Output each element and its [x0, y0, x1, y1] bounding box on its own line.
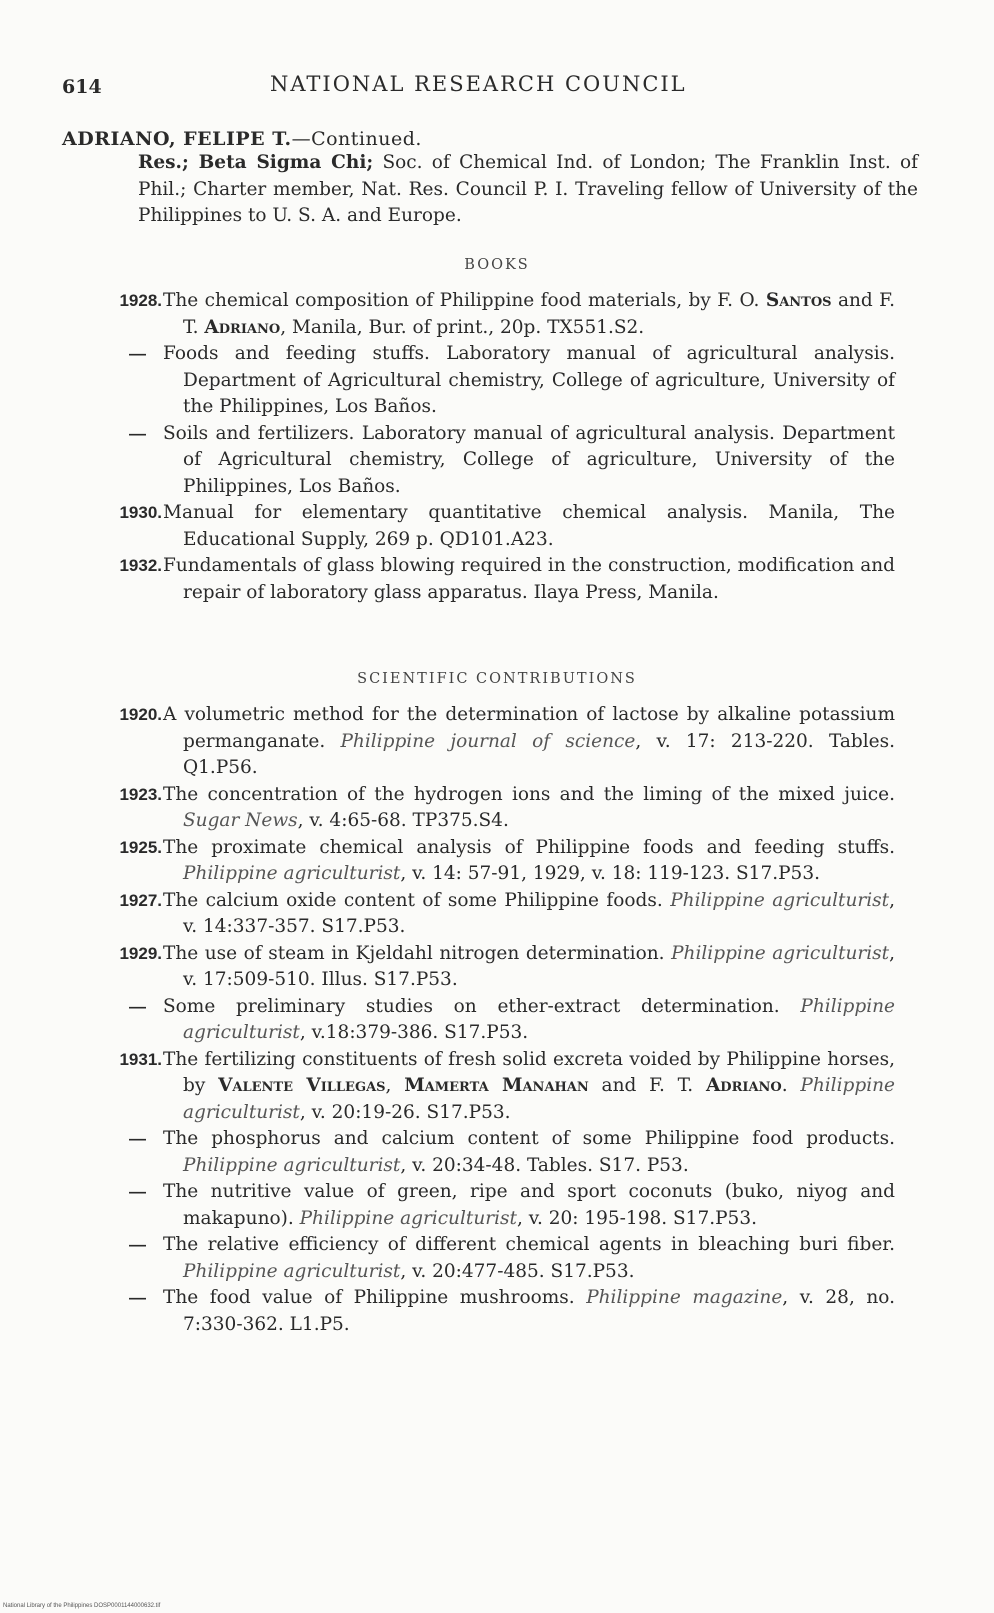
bibliography-entry [0, 421, 994, 501]
journal-title: Philippine journal of science [340, 730, 636, 752]
bibliography-entry [0, 835, 994, 888]
entry-year: — [129, 1288, 146, 1307]
entry-year: — [129, 996, 146, 1016]
author-name: Mamerta Manahan [404, 1075, 589, 1096]
citation-text: , v. 20:19-26. S17.P53. [299, 1101, 511, 1123]
journal-title: Philippine magazine [586, 1287, 783, 1308]
bibliography-entry [0, 1232, 994, 1285]
journal-title: Philippine agriculturist [299, 1207, 517, 1229]
entry-year: 1925. [119, 837, 162, 857]
bibliography-entry [0, 782, 994, 835]
citation-text: , Manila, Bur. of print., 20p. TX551.S2. [280, 316, 645, 338]
citation-text: Soils and fertilizers. Laboratory manual of agricultural analysis. Department of Agricultural chemistry, College of agriculture, University of the Philippines, Los Baños. [163, 422, 895, 497]
entry-year: — [129, 1235, 146, 1254]
biography-lead: Res.; Beta Sigma Chi; [138, 152, 374, 173]
entry-heading [62, 128, 422, 150]
entry-year: 1931. [119, 1049, 162, 1069]
entry-year: — [129, 1182, 146, 1201]
citation-text: A volumetric method for the determination of lactose by alkaline potassium permanganate. [163, 704, 895, 752]
bibliography-entry [0, 994, 994, 1047]
citation-text: , v. 4:65-68. TP375.S4. [297, 810, 509, 831]
bibliography-entry [0, 553, 994, 606]
citation-text: and F. T. [588, 1075, 706, 1096]
entry-citation [163, 835, 895, 888]
journal-title: Philippine agriculturist [183, 863, 401, 884]
entry-citation [163, 553, 895, 606]
author-name: Adriano [705, 1075, 782, 1096]
citation-text: , [385, 1075, 405, 1096]
journal-title: Sugar News [183, 810, 298, 831]
entry-citation [163, 500, 895, 553]
citation-text: , v. 28, no. 7:330-362. L1.P5. [183, 1287, 895, 1335]
citation-text: The fertilizing constituents of fresh solid excreta voided by Philippine horses, by [163, 1048, 895, 1096]
entry-year: 1923. [119, 784, 162, 804]
citation-text: The calcium oxide content of some Philippine foods. [163, 889, 671, 911]
entry-year: — [129, 344, 146, 363]
scan-footer: National Library of the Philippines DOSP0001144000632.tif [3, 1603, 161, 1609]
entry-year: 1932. [119, 556, 162, 575]
citation-text: The nutritive value of green, ripe and sport coconuts (buko, niyog and makapuno). [163, 1181, 895, 1229]
entry-year: 1930. [119, 503, 162, 522]
entry-citation [163, 888, 895, 941]
entry-year: 1927. [119, 890, 162, 910]
books-list [0, 288, 994, 606]
entry-year: — [129, 1129, 146, 1148]
contributions-heading: SCIENTIFIC CONTRIBUTIONS [357, 671, 637, 687]
biography-body: Soc. of Chemical Ind. of London; The Franklin Inst. of Phil.; Charter member, Nat. Res. Council P. I. Traveling fellow of University of the Philippines to U. S. A. and Europe. [138, 152, 918, 226]
contributions-list [0, 702, 994, 1338]
citation-text: Some preliminary studies on ether-extract determination. [163, 995, 801, 1017]
bibliography-entry [0, 1047, 994, 1127]
journal-title: Philippine agriculturist [183, 995, 895, 1043]
entry-year: 1920. [119, 705, 162, 724]
entry-continued: —Continued. [291, 128, 422, 150]
entry-citation [163, 421, 895, 501]
citation-text: The food value of Philippine mushrooms. [163, 1287, 587, 1308]
entry-year: — [129, 423, 146, 443]
entry-citation [163, 1047, 895, 1127]
citation-text: Fundamentals of glass blowing required in the construction, modification and repair of laboratory glass apparatus. Ilaya Press, Manila. [163, 555, 895, 603]
page-number: 614 [62, 76, 102, 98]
citation-text: The chemical composition of Philippine food materials, by F. O. [163, 290, 766, 311]
journal-title: Philippine agriculturist [183, 1154, 401, 1176]
bibliography-entry [0, 888, 994, 941]
citation-text: , v. 17: 213-220. Tables. Q1.P56. [183, 730, 895, 778]
entry-citation [163, 941, 895, 994]
citation-text: , v. 20:477-485. S17.P53. [400, 1260, 635, 1282]
citation-text: , v. 14: 57-91, 1929, v. 18: 119-123. S17.P53. [400, 863, 820, 884]
bibliography-entry [0, 1285, 994, 1338]
citation-text: , v. 14:337-357. S17.P53. [183, 889, 895, 937]
citation-text: The use of steam in Kjeldahl nitrogen determination. [163, 942, 672, 964]
author-name: Santos [765, 290, 832, 311]
books-heading: BOOKS [464, 257, 530, 273]
bibliography-entry [0, 500, 994, 553]
citation-text: The concentration of the hydrogen ions and the liming of the mixed juice. [163, 783, 895, 805]
citation-text: , v. 20:34-48. Tables. S17. P53. [400, 1154, 689, 1176]
citation-text: and F. T. [183, 290, 895, 338]
running-title: NATIONAL RESEARCH COUNCIL [270, 72, 687, 96]
journal-title: Philippine agriculturist [183, 1260, 401, 1282]
journal-title: Philippine agriculturist [670, 889, 890, 911]
bibliography-entry [0, 1179, 994, 1232]
entry-year: 1929. [119, 943, 162, 963]
citation-text: The phosphorus and calcium content of some Philippine food products. [163, 1128, 895, 1149]
entry-citation [163, 994, 895, 1047]
entry-year: 1928. [119, 291, 162, 310]
entry-citation [163, 782, 895, 835]
entry-citation [163, 702, 895, 782]
citation-text: , v. 20: 195-198. S17.P53. [516, 1207, 757, 1229]
entry-name: ADRIANO, FELIPE T. [62, 128, 292, 150]
author-name: Valente Villegas [218, 1075, 386, 1096]
entry-citation [163, 288, 895, 341]
citation-text: Foods and feeding stuffs. Laboratory manual of agricultural analysis. Department of Agricultural chemistry, College of agriculture, University of the Philippines, Los Baños. [163, 343, 895, 417]
citation-text: , v.18:379-386. S17.P53. [299, 1022, 529, 1043]
journal-title: Philippine agriculturist [671, 942, 890, 964]
entry-citation [163, 1285, 895, 1338]
author-name: Adriano [204, 316, 281, 338]
citation-text: The proximate chemical analysis of Philippine foods and feeding stuffs. [163, 836, 895, 858]
bibliography-entry [0, 941, 994, 994]
page-header [62, 72, 912, 102]
journal-title: Philippine agriculturist [183, 1075, 895, 1123]
bibliography-entry [0, 702, 994, 782]
bibliography-entry [0, 341, 994, 421]
biography-text [138, 150, 918, 230]
citation-text: . [781, 1075, 801, 1096]
citation-text: Manual for elementary quantitative chemical analysis. Manila, The Educational Supply, 269 p. QD101.A23. [163, 502, 895, 550]
citation-text: , v. 17:509-510. Illus. S17.P53. [183, 942, 896, 990]
bibliography-entry [0, 1126, 994, 1179]
entry-citation [163, 1232, 895, 1285]
bibliography-entry [0, 288, 994, 341]
entry-citation [163, 1179, 895, 1232]
entry-citation [163, 1126, 895, 1179]
entry-citation [163, 341, 895, 421]
citation-text: The relative efficiency of different chemical agents in bleaching buri fiber. [163, 1234, 895, 1255]
